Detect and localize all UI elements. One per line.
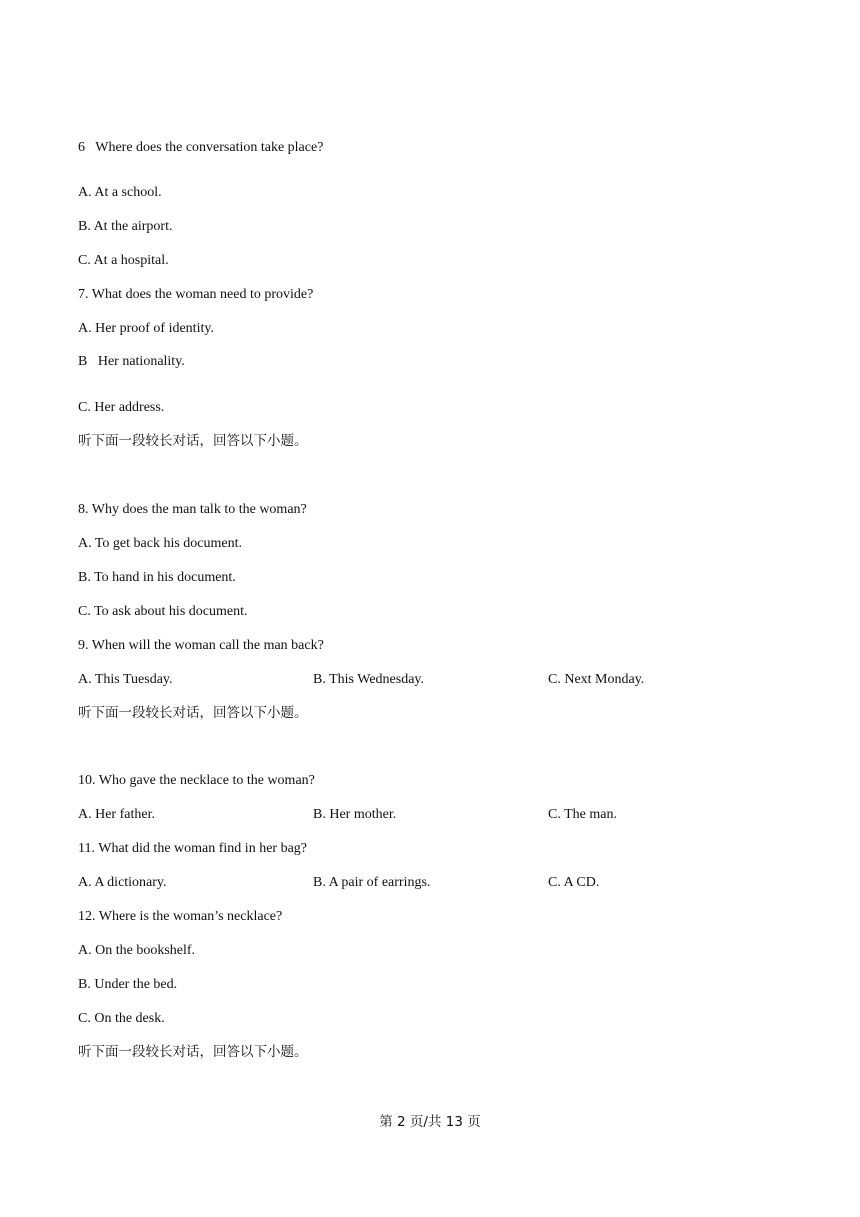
question-6-option-a: A. At a school. bbox=[78, 185, 162, 200]
question-11-option-a: A. A dictionary. bbox=[78, 875, 167, 890]
question-9-option-a: A. This Tuesday. bbox=[78, 672, 173, 687]
question-6-option-b: B. At the airport. bbox=[78, 219, 173, 234]
question-6-stem: 6 Where does the conversation take place? bbox=[78, 140, 324, 155]
question-7-option-c: C. Her address. bbox=[78, 400, 165, 415]
section-instruction: 听下面一段较长对话，回答以下小题。 bbox=[78, 433, 308, 449]
question-9-option-c: C. Next Monday. bbox=[548, 672, 645, 687]
question-8-option-a: A. To get back his document. bbox=[78, 536, 243, 551]
page-footer bbox=[0, 1113, 860, 1132]
question-9-option-b: B. This Wednesday. bbox=[313, 672, 424, 687]
question-12-option-b: B. Under the bed. bbox=[78, 977, 178, 992]
question-12-option-a: A. On the bookshelf. bbox=[78, 943, 196, 958]
question-8-option-b: B. To hand in his document. bbox=[78, 570, 236, 585]
question-9-stem: 9. When will the woman call the man back? bbox=[78, 638, 324, 653]
page-number: 第 2 页/共 13 页 bbox=[379, 1114, 481, 1130]
question-6-option-c: C. At a hospital. bbox=[78, 253, 169, 268]
question-11-stem: 11. What did the woman find in her bag? bbox=[78, 841, 307, 856]
question-11-option-b: B. A pair of earrings. bbox=[313, 875, 431, 890]
section-instruction: 听下面一段较长对话，回答以下小题。 bbox=[78, 705, 308, 721]
question-7-stem: 7. What does the woman need to provide? bbox=[78, 287, 314, 302]
question-11-option-c: C. A CD. bbox=[548, 875, 600, 890]
question-7-option-a: A. Her proof of identity. bbox=[78, 321, 214, 336]
question-10-option-c: C. The man. bbox=[548, 807, 617, 822]
question-12-stem: 12. Where is the woman’s necklace? bbox=[78, 909, 283, 924]
question-10-option-a: A. Her father. bbox=[78, 807, 155, 822]
question-10-stem: 10. Who gave the necklace to the woman? bbox=[78, 773, 315, 788]
section-instruction: 听下面一段较长对话，回答以下小题。 bbox=[78, 1044, 308, 1060]
question-8-option-c: C. To ask about his document. bbox=[78, 604, 248, 619]
question-8-stem: 8. Why does the man talk to the woman? bbox=[78, 502, 307, 517]
question-10-option-b: B. Her mother. bbox=[313, 807, 397, 822]
question-7-option-b: B Her nationality. bbox=[78, 354, 185, 369]
question-12-option-c: C. On the desk. bbox=[78, 1011, 165, 1026]
